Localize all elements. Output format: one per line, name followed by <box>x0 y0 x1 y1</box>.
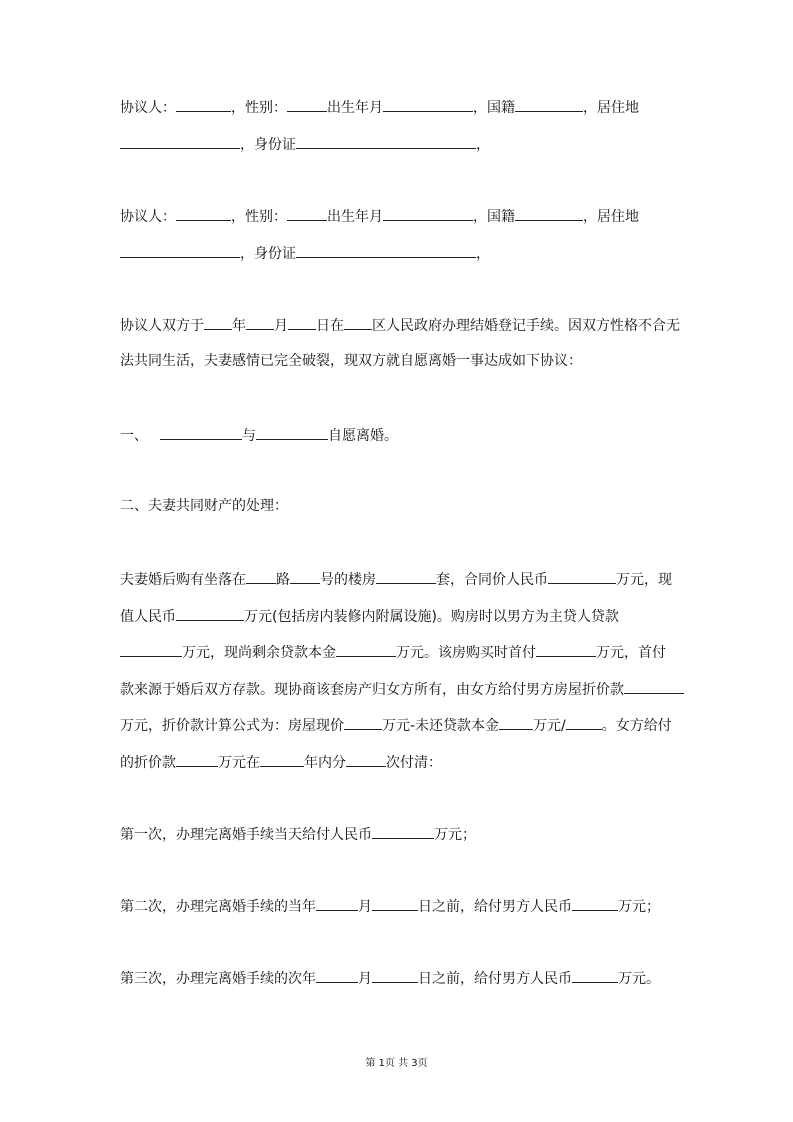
blank-unpaid-principal[interactable] <box>499 715 533 730</box>
payment-2: 第二次，办理完离婚手续的当年 月 日之前，给付男方人民币 万元； <box>120 896 660 916</box>
blank-birthdate[interactable] <box>383 97 473 112</box>
blank-number[interactable] <box>290 569 320 584</box>
blank-current-value[interactable] <box>176 606 244 621</box>
payment-3: 第三次，办理完离婚手续的次年 月 日之前，给付男方人民币 万元。 <box>120 968 660 988</box>
blank-loan[interactable] <box>120 642 182 657</box>
blank-party-b[interactable] <box>256 425 328 440</box>
blank-payment-3[interactable] <box>572 968 618 983</box>
blank-birthdate[interactable] <box>383 206 473 221</box>
blank-district[interactable] <box>344 315 372 330</box>
blank-id[interactable] <box>296 243 476 258</box>
property-line-1: 夫妻婚后购有坐落在 路 号的楼房 套，合同价人民币 万元，现 <box>120 569 672 589</box>
blank-down-payment[interactable] <box>536 642 596 657</box>
blank-gender[interactable] <box>287 206 327 221</box>
blank-address[interactable] <box>120 134 240 149</box>
intro-line-2: 法共同生活，夫妻感情已完全破裂，现双方就自愿离婚一事达成如下协议： <box>120 353 582 369</box>
blank-installments[interactable] <box>346 752 386 767</box>
blank-id[interactable] <box>296 134 476 149</box>
blank-year[interactable] <box>204 315 232 330</box>
party-a-line-2: ，身份证 ， <box>120 134 490 154</box>
blank-month[interactable] <box>316 896 358 911</box>
property-line-4: 款来源于婚后双方存款。现协商该套房产归女方所有，由女方给付男方房屋折价款 <box>120 679 684 699</box>
blank-payment-1[interactable] <box>372 824 434 839</box>
blank-contract-price[interactable] <box>548 569 616 584</box>
blank-address[interactable] <box>120 243 240 258</box>
blank-gender[interactable] <box>287 97 327 112</box>
blank-divisor[interactable] <box>566 715 602 730</box>
section-2-title: 二、夫妻共同财产的处理： <box>120 498 288 514</box>
blank-nationality[interactable] <box>515 206 583 221</box>
party-a-line-1: 协议人： ，性别： 出生年月 ，国籍 ，居住地 <box>120 97 639 117</box>
blank-month[interactable] <box>246 315 274 330</box>
blank-nationality[interactable] <box>515 97 583 112</box>
blank-years[interactable] <box>260 752 304 767</box>
blank-day[interactable] <box>372 968 418 983</box>
blank-month[interactable] <box>316 968 358 983</box>
blank-name[interactable] <box>176 206 231 221</box>
blank-party-a[interactable] <box>160 425 242 440</box>
blank-payment-2[interactable] <box>572 896 618 911</box>
property-line-2: 值人民币 万元(包括房内装修内附属设施)。购房时以男方为主贷人贷款 <box>120 606 619 626</box>
blank-remaining-loan[interactable] <box>336 642 396 657</box>
property-line-5: 万元，折价款计算公式为：房屋现价 万元-未还贷款本金 万元/ 。女方给付 <box>120 715 672 735</box>
intro-line-1: 协议人双方于 年 月 日在 区人民政府办理结婚登记手续。因双方性格不合无 <box>120 315 680 335</box>
blank-compensation-amount[interactable] <box>176 752 218 767</box>
blank-compensation[interactable] <box>624 679 684 694</box>
blank-name[interactable] <box>176 97 231 112</box>
party-b-line-2: ，身份证 ， <box>120 243 490 263</box>
blank-unit[interactable] <box>376 569 436 584</box>
page-footer: 第 1页 共 3页 <box>365 1058 428 1069</box>
party-b-line-1: 协议人： ，性别： 出生年月 ，国籍 ，居住地 <box>120 206 639 226</box>
property-line-3: 万元，现尚剩余贷款本金 万元。该房购买时首付 万元，首付 <box>120 642 666 662</box>
blank-house-price[interactable] <box>344 715 382 730</box>
section-1: 一、 与 自愿离婚。 <box>120 425 398 445</box>
blank-day[interactable] <box>288 315 316 330</box>
blank-road[interactable] <box>246 569 276 584</box>
blank-day[interactable] <box>372 896 418 911</box>
payment-1: 第一次，办理完离婚手续当天给付人民币 万元； <box>120 824 476 844</box>
property-line-6: 的折价款 万元在 年内分 次付清： <box>120 752 442 772</box>
